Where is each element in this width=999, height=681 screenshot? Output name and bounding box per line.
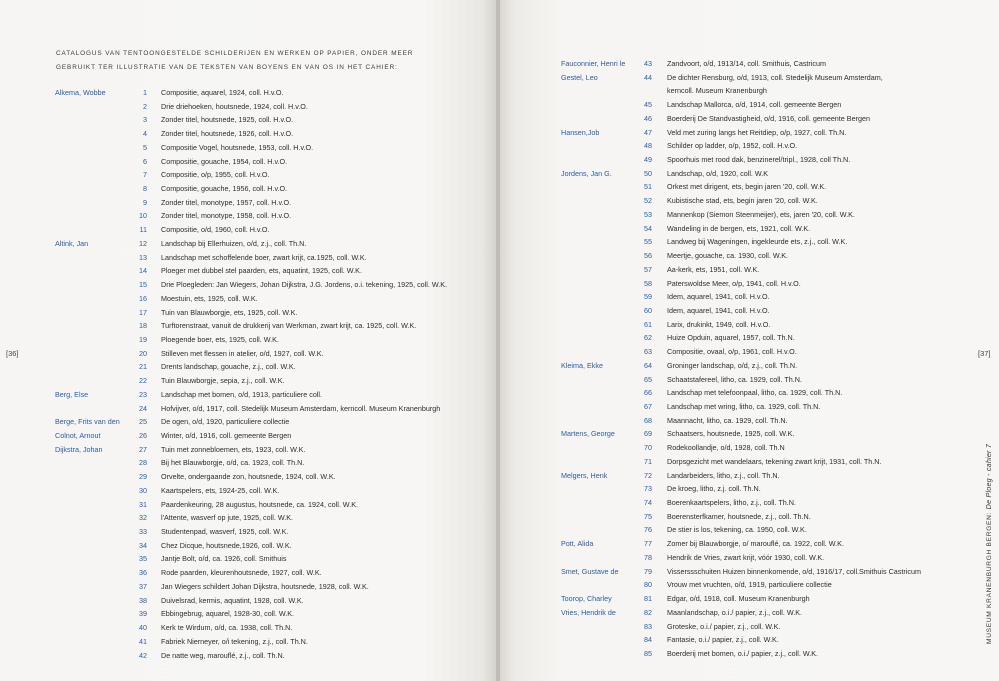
entry-number: 23: [139, 389, 147, 399]
entry-description: Orkest met dirigent, ets, begin jaren '20, coll. W.K.: [667, 182, 827, 192]
heading-line-2: GEBRUIKT TER ILLUSTRATIE VAN DE TEKSTEN VAN BOYENS EN VAN OS IN HET CAHIER:: [56, 64, 398, 71]
entry-artist: Gestel, Leo: [561, 72, 598, 82]
entry-description: Compositie, gouache, 1956, coll. H.v.O.: [161, 184, 288, 194]
entry-number: 28: [139, 458, 147, 468]
entry-number: 69: [644, 429, 652, 439]
entry-number: 53: [644, 209, 652, 219]
entry-description: Meertje, gouache, ca. 1930, coll. W.K.: [667, 251, 789, 261]
entry-number: 9: [143, 197, 147, 207]
entry-description: Compositie, aquarel, 1924, coll. H.v.O.: [161, 88, 284, 97]
entry-description: Boerderij met bomen, o.i./ papier, z.j., coll. W.K.: [667, 648, 818, 658]
entry-number: 40: [139, 623, 147, 633]
entry-artist: Berge, Frits van den: [55, 417, 120, 427]
entry-description: Vrouw met vruchten, o/d, 1919, particuliere collectie: [667, 580, 832, 590]
spine-caption: [984, 444, 993, 644]
entry-description: Compositie, ovaal, o/p, 1961, coll. H.v.O.: [667, 347, 797, 357]
entry-number: 75: [644, 511, 652, 521]
entry-number: 24: [139, 403, 147, 413]
entry-description: Studentenpad, wasverf, 1925, coll. W.K.: [161, 527, 289, 537]
entry-description: Visserssschuiten Huizen binnenkomende, o/d, 1916/17, coll.Smithuis Castricum: [667, 566, 921, 576]
entry-description: Ploeger met dubbel stel paarden, ets, aquatint, 1925, coll. W.K.: [161, 266, 362, 276]
entry-description: Maanlandschap, o.i./ papier, z.j., coll. W.K.: [667, 607, 803, 617]
entry-number: 44: [644, 72, 652, 82]
entry-number: 63: [644, 347, 652, 357]
entry-number: 85: [644, 648, 652, 658]
entry-number: 27: [139, 444, 147, 454]
entry-number: 8: [143, 184, 147, 194]
entry-description: Huize Opduin, aquarel, 1957, coll. Th.N.: [667, 333, 795, 343]
entry-description: Orvelte, ondergaande zon, houtsnede, 1924, coll. W.K.: [161, 472, 336, 482]
entry-number: 76: [644, 525, 652, 535]
entry-number: 77: [644, 539, 652, 549]
entry-number: 11: [139, 225, 147, 235]
entry-number: 33: [139, 527, 147, 537]
entry-number: 12: [139, 238, 147, 248]
entry-number: 73: [644, 484, 652, 494]
entry-artist: Vries, Hendrik de: [561, 607, 616, 617]
entry-description: Landschap met wring, litho, ca. 1929, coll. Th.N.: [667, 402, 821, 411]
entry-description: Landschap Mallorca, o/d, 1914, coll. gemeente Bergen: [667, 100, 842, 110]
entry-description: Spoorhuis met rood dak, benzinerel/tripl., 1928, coll Th.N.: [667, 155, 851, 165]
entry-number: 70: [644, 443, 652, 453]
entry-description: Paardenkeuring, 28 augustus, houtsnede, ca. 1924, coll. W.K.: [161, 499, 358, 509]
entry-number: 68: [644, 415, 652, 425]
entry-number: 4: [143, 129, 147, 139]
entry-number: 47: [644, 127, 652, 137]
entry-description: Landarbeiders, litho, z.j., coll. Th.N.: [667, 470, 780, 480]
entry-number: 10: [139, 211, 147, 221]
entry-artist: Colnot, Arnout: [55, 431, 101, 440]
entry-description: Groninger landschap, o/d, z.j., coll. Th.N.: [667, 360, 798, 370]
entry-number: 51: [644, 182, 652, 192]
entry-number: 82: [644, 607, 652, 617]
entry-number: 59: [644, 292, 652, 302]
entry-description: Dorpsgezicht met wandelaars, tekening zwart krijt, 1931, coll. Th.N.: [667, 456, 882, 466]
entry-description: Ebbingebrug, aquarel, 1928-30, coll. W.K.: [161, 609, 295, 619]
page-number-right: [37]: [978, 349, 991, 358]
entry-number: 50: [644, 168, 652, 178]
entry-description: Boerderij De Standvastigheid, o/d, 1916, coll. gemeente Bergen: [667, 113, 870, 123]
entry-description: Bij het Blauwborgje, o/d, ca. 1923, coll. Th.N.: [161, 458, 305, 468]
entry-number: 39: [139, 609, 147, 619]
entry-description: Schaatstafereel, litho, ca. 1929, coll. Th.N.: [667, 374, 802, 384]
entry-description: Zandvoort, o/d, 1913/14, coll. Smithuis, Castricum: [667, 59, 826, 68]
entry-artist: Dijkstra, Johan: [55, 444, 103, 454]
entry-number: 36: [139, 568, 147, 578]
entry-number: 83: [644, 621, 652, 631]
entry-number: 65: [644, 374, 652, 384]
entry-number: 21: [139, 362, 147, 372]
entry-description: Zomer bij Blauwborgje, o/ marouflé, ca. 1922, coll. W.K.: [667, 539, 844, 549]
entry-number: 52: [644, 196, 652, 206]
entry-number: 35: [139, 554, 147, 564]
entry-number: 16: [139, 293, 147, 303]
entry-description: Aa-kerk, ets, 1951, coll. W.K.: [667, 264, 760, 274]
entry-number: 18: [139, 321, 147, 331]
entry-description: Zonder titel, houtsnede, 1926, coll. H.v.O.: [161, 129, 294, 139]
entry-description: Schilder op ladder, o/p, 1952, coll. H.v.O.: [667, 141, 798, 151]
entry-number: 1: [143, 88, 147, 97]
entry-description: Drents landschap, gouache, z.j., coll. W.K.: [161, 362, 296, 372]
entry-number: 55: [644, 237, 652, 247]
entry-description: Landschap met bomen, o/d, 1913, particuliere coll.: [161, 389, 323, 399]
entry-artist: Altink, Jan: [55, 238, 89, 248]
entry-artist: Kleima, Ekke: [561, 360, 603, 370]
entry-description: Mannenkop (Siemon Steenmeijer), ets, jaren '20, coll. W.K.: [667, 209, 855, 219]
entry-description: Turftorenstraat, vanuit de drukkerij van Werkman, zwart krijt, ca. 1925, coll. W.K.: [161, 321, 417, 331]
entry-number: 64: [644, 360, 652, 370]
entry-description: Hendrik de Vries, zwart krijt, vóór 1930, coll. W.K.: [667, 552, 825, 562]
entry-number: 22: [139, 376, 147, 386]
entry-description: Boerenkaartspelers, litho, z.j., coll. Th.N.: [667, 498, 796, 508]
entry-number: 54: [644, 223, 652, 233]
entry-description: Paterswoldse Meer, o/p, 1941, coll. H.v.O.: [667, 278, 801, 288]
entry-description: Compositie, gouache, 1954, coll. H.v.O.: [161, 156, 288, 166]
entry-number: 61: [644, 319, 652, 329]
entry-description: Rodekoollandje, o/d, 1928, coll. Th.N: [667, 443, 785, 453]
entry-number: 79: [644, 566, 652, 576]
catalogue-heading: [56, 47, 414, 75]
entry-number: 30: [139, 485, 147, 495]
entry-number: 78: [644, 552, 652, 562]
entry-description: Kaartspelers, ets, 1924-25, coll. W.K.: [161, 485, 280, 495]
entry-number: 13: [139, 252, 147, 262]
entry-description: Landschap, o/d, 1920, coll. W.K: [667, 168, 769, 178]
entry-description: Jan Wiegers schildert Johan Dijkstra, houtsnede, 1928, coll. W.K.: [161, 581, 369, 591]
entry-description: Compositie, o/d, 1960, coll. H.v.O.: [161, 225, 270, 235]
entry-description: Compositie Vogel, houtsnede, 1953, coll. H.v.O.: [161, 142, 314, 152]
entry-description: Zonder titel, monotype, 1958, coll. H.v.O.: [161, 211, 292, 221]
entry-number: 2: [143, 101, 147, 111]
entry-artist: Martens, George: [561, 429, 615, 439]
entry-number: 67: [644, 402, 652, 411]
entry-number: 46: [644, 113, 652, 123]
entry-number: 14: [139, 266, 147, 276]
entry-description: Tuin met zonnebloemen, ets, 1923, coll. W.K.: [161, 444, 306, 454]
entry-number: 7: [143, 170, 147, 180]
entry-description: De ogen, o/d, 1920, particuliere collectie: [161, 417, 290, 427]
entry-description: Kubistische stad, ets, begin jaren '20, coll. W.K.: [667, 196, 818, 206]
entry-description: De natte weg, marouflé, z.j., coll. Th.N.: [161, 650, 285, 660]
entry-description: Stilleven met flessen in atelier, o/d, 1927, coll. W.K.: [161, 348, 324, 358]
entry-artist: Toorop, Charley: [561, 594, 612, 604]
entry-description: Larix, drukinkt, 1949, coll. H.v.O.: [667, 319, 771, 329]
entry-number: 84: [644, 635, 652, 645]
entry-description: Landschap met telefoonpaal, litho, ca. 1929, coll. Th.N.: [667, 388, 843, 398]
entry-number: 38: [139, 595, 147, 605]
entry-description: Drie Ploegleden: Jan Wiegers, Johan Dijkstra, J.G. Jordens, o.i. tekening, 1925, coll. W.K.: [161, 280, 448, 290]
spine-title: De Ploeg - cahier 7: [984, 443, 993, 510]
entry-artist: Berg, Else: [55, 389, 89, 399]
entry-number: 3: [143, 115, 147, 125]
entry-number: 5: [143, 142, 147, 152]
entry-number: 48: [644, 141, 652, 151]
entry-number: 71: [644, 456, 652, 466]
book-gutter: [496, 0, 500, 681]
entry-number: 6: [143, 156, 147, 166]
entry-description: Veld met zuring langs het Reitdiep, o/p, 1927, coll. Th.N.: [667, 127, 847, 137]
entry-artist: Hansen,Job: [561, 127, 600, 137]
entry-description: De kroeg, litho, z.j. coll. Th.N.: [667, 484, 761, 494]
entry-number: 29: [139, 472, 147, 482]
entry-description: Winter, o/d, 1916, coll. gemeente Bergen: [161, 431, 292, 440]
entry-number: 32: [139, 513, 147, 523]
entry-description: kerncoll. Museum Kranenburgh: [667, 86, 767, 96]
page-number-left: [36]: [6, 349, 19, 358]
entry-number: 74: [644, 498, 652, 508]
entry-description: Zonder titel, houtsnede, 1925, coll. H.v.O.: [161, 115, 294, 125]
entry-description: Landschap bij Ellerhuizen, o/d, z.j., coll. Th.N.: [161, 238, 307, 248]
entry-description: Fantasie, o.i./ papier, z.j., coll. W.K.: [667, 635, 779, 645]
entry-description: Idem, aquarel, 1941, coll. H.v.O.: [667, 305, 770, 315]
entry-description: Maannacht, litho, ca. 1929, coll. Th.N.: [667, 415, 788, 425]
entry-artist: Smet, Gustave de: [561, 566, 619, 576]
entry-description: Tuin Blauwborgje, sepia, z.j., coll. W.K.: [161, 376, 285, 386]
entry-description: De dichter Rensburg, o/d, 1913, coll. Stedelijk Museum Amsterdam,: [667, 72, 883, 82]
entry-description: Schaatsers, houtsnede, 1925, coll. W.K.: [667, 429, 795, 439]
entry-number: 37: [139, 581, 147, 591]
entry-description: Tuin van Blauwborgje, ets, 1925, coll. W.K.: [161, 307, 298, 317]
entry-number: 17: [139, 307, 147, 317]
entry-description: l'Attente, wasverf op jute, 1925, coll. W.K.: [161, 513, 294, 523]
entry-description: Hofvijver, o/d, 1917, coll. Stedelijk Museum Amsterdam, kerncoll. Museum Kranenburgh: [161, 403, 441, 413]
entry-number: 62: [644, 333, 652, 343]
entry-number: 26: [139, 431, 147, 440]
entry-description: Fabriek Nierneyer, o/i tekening, z.j., coll. Th.N.: [161, 636, 308, 646]
entry-description: Compositie, o/p, 1955, coll. H.v.O.: [161, 170, 270, 180]
entry-number: 57: [644, 264, 652, 274]
entry-number: 31: [139, 499, 147, 509]
entry-description: Boerensterfkamer, houtsnede, z.j., coll. Th.N.: [667, 511, 811, 521]
entry-number: 72: [644, 470, 652, 480]
entry-number: 25: [139, 417, 147, 427]
entry-number: 49: [644, 155, 652, 165]
entry-description: Wandeling in de bergen, ets, 1921, coll. W.K.: [667, 223, 811, 233]
entry-artist: Alkema, Wobbe: [55, 88, 106, 97]
entry-number: 41: [139, 636, 147, 646]
spine-prefix: MUSEUM KRANENBURGH BERGEN:: [986, 511, 993, 644]
entry-description: Landschap met schoffelende boer, zwart krijt, ca.1925, coll. W.K.: [161, 252, 367, 262]
entry-number: 80: [644, 580, 652, 590]
entry-number: 34: [139, 540, 147, 550]
entry-number: 20: [139, 348, 147, 358]
entry-number: 43: [644, 59, 652, 68]
entry-description: Groteske, o.i./ papier, z.j., coll. W.K.: [667, 621, 781, 631]
entry-number: 19: [139, 334, 147, 344]
entry-number: 45: [644, 100, 652, 110]
entry-description: Landweg bij Wageningen, ingekleurde ets, z.j., coll. W.K.: [667, 237, 848, 247]
entry-description: Kerk te Wirdum, o/d, ca. 1938, coll. Th.N.: [161, 623, 293, 633]
entry-description: Zonder titel, monotype, 1957, coll. H.v.O.: [161, 197, 292, 207]
entry-number: 60: [644, 305, 652, 315]
entry-number: 58: [644, 278, 652, 288]
entry-artist: Jordens, Jan G.: [561, 168, 612, 178]
entry-description: Moestuin, ets, 1925, coll. W.K.: [161, 293, 258, 303]
entry-description: De stier is los, tekening, ca. 1950, coll. W.K.: [667, 525, 807, 535]
entry-number: 42: [139, 650, 147, 660]
heading-line-1: CATALOGUS VAN TENTOONGESTELDE SCHILDERIJEN EN WERKEN OP PAPIER, ONDER MEER: [56, 50, 414, 57]
entry-number: 66: [644, 388, 652, 398]
entry-description: Jantje Bolt, o/d, ca. 1926, coll. Smithuis: [161, 554, 287, 564]
entry-number: 81: [644, 594, 652, 604]
entry-description: Drie driehoeken, houtsnede, 1924, coll. H.v.O.: [161, 101, 308, 111]
entry-artist: Melgers, Henk: [561, 470, 608, 480]
entry-number: 56: [644, 251, 652, 261]
entry-artist: Pott, Alida: [561, 539, 594, 549]
entry-description: Rode paarden, kleurenhoutsnede, 1927, coll. W.K.: [161, 568, 322, 578]
entry-description: Chez Dicque, houtsnede,1926, coll. W.K.: [161, 540, 292, 550]
entry-description: Ploegende boer, ets, 1925, coll. W.K.: [161, 334, 279, 344]
entry-description: Duivelsrad, kermis, aquatint, 1928, coll. W.K.: [161, 595, 304, 605]
entry-description: Edgar, o/d, 1918, coll. Museum Kranenburgh: [667, 594, 810, 604]
entry-artist: Fauconnier, Henri le: [561, 59, 626, 68]
entry-description: Idem, aquarel, 1941, coll. H.v.O.: [667, 292, 770, 302]
entry-number: 15: [139, 280, 147, 290]
